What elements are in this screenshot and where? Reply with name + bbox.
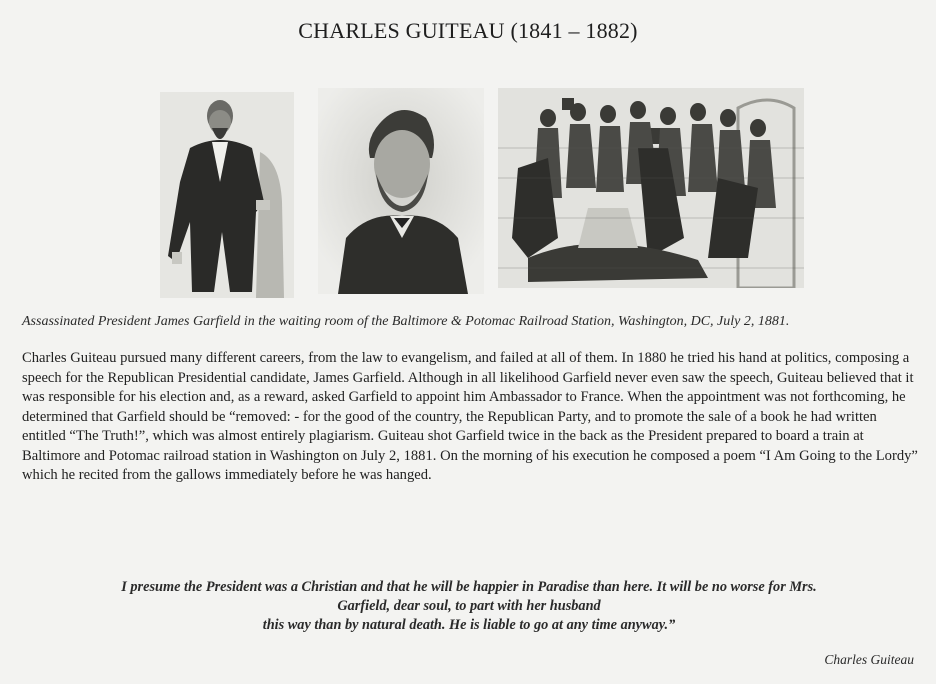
assassination-scene-image (498, 88, 804, 288)
portrait-standing-image (160, 92, 294, 298)
quote-line-1: I presume the President was a Christian and that he will be happier in Paradise than here. It will be no worse for Mrs. (121, 579, 817, 595)
body-paragraph: Charles Guiteau pursued many different careers, from the law to evangelism, and failed at all of them. In 1880 he tried his hand at politics, composing a speech for the Republican Presidential candidate, James Garfield. Although in all likelihood Garfield never even saw the speech, Guiteau believed that it was responsible for his election and, as a reward, asked Garfield to appoint him Ambassador to France. When the appointment was not forthcoming, he determined that Garfield should be “removed: - for the good of the country, the Republican Party, and to promote the sale of a book he had written entitled “The Truth!”, which was almost entirely plagiarism. Guiteau shot Garfield twice in the back as the President prepared to board a train at Baltimore and Potomac railroad station in Washington on July 2, 1881. On the morning of his execution he composed a poem “I Am Going to the Lordy” which he recited from the gallows immediately before he was hanged. (22, 350, 918, 483)
quote-line-2: Garfield, dear soul, to part with her husband (337, 598, 601, 614)
image-caption: Assassinated President James Garfield in the waiting room of the Baltimore & Potomac Railroad Station, Washington, DC, July 2, 1881. (22, 314, 790, 329)
page-title: CHARLES GUITEAU (1841 – 1882) (298, 18, 638, 43)
quote-block (14, 578, 924, 635)
quote-attribution: Charles Guiteau (824, 652, 914, 667)
portrait-bust-image (318, 88, 484, 294)
quote-line-3: this way than by natural death. He is liable to go at any time anyway.” (262, 617, 676, 633)
